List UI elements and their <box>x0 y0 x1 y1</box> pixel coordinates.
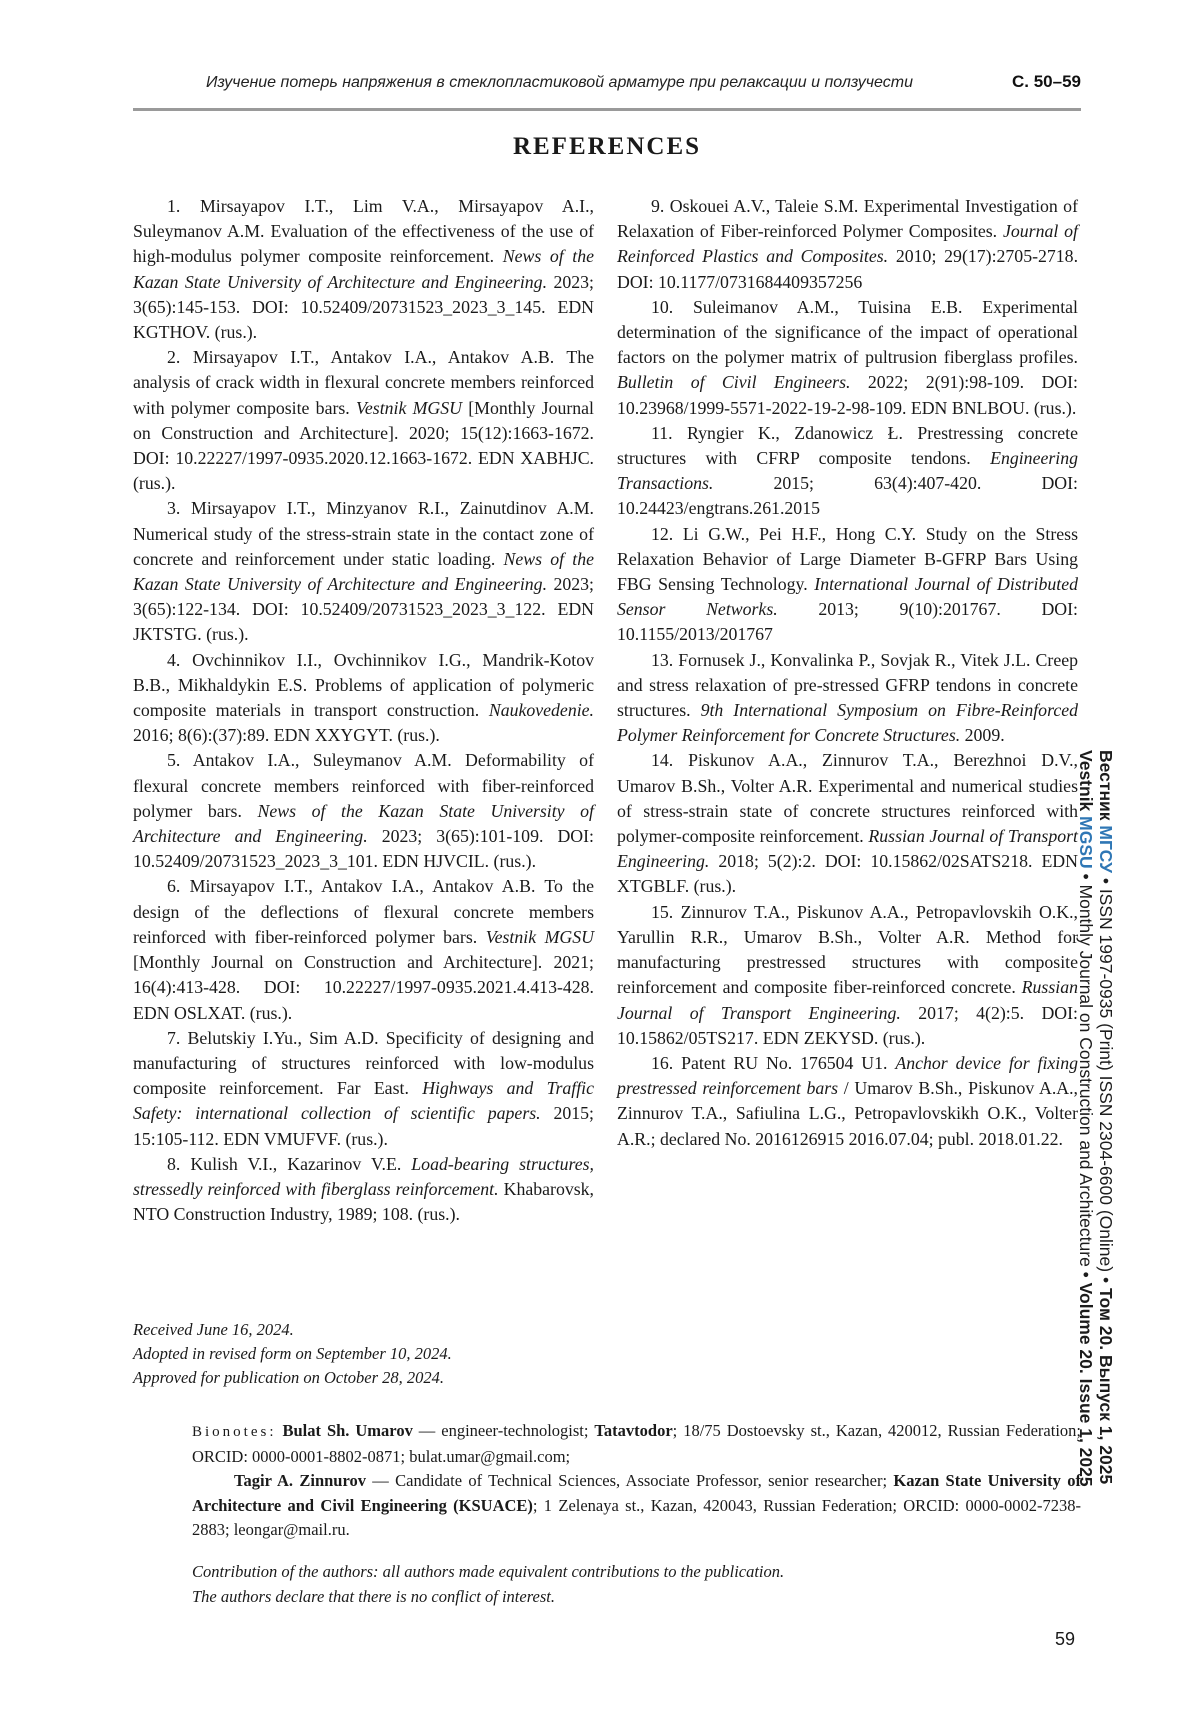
reference-text: 4. Ovchinnikov I.I., Ovchinnikov I.G., Mandrik-Kotov B.B., Mikhaldykin E.S. Problems of application of polymeric composite materials in transport construction. <box>133 649 594 721</box>
reference-item <box>133 648 594 749</box>
received-date: Received June 16, 2024. <box>133 1320 294 1339</box>
sidebar-en-line <box>1076 750 1096 1487</box>
reference-item <box>133 1152 594 1228</box>
reference-details: 2015; 63(4):407-420. DOI: 10.24423/engtrans.261.2015 <box>617 473 1078 519</box>
author-statements <box>192 1559 784 1609</box>
reference-source: Anchor device for fixing prestressed reinforcement bars <box>617 1052 1078 1099</box>
reference-item <box>133 748 594 874</box>
reference-text: 6. Mirsayapov I.T., Antakov I.A., Antakov A.B. To the design of the deflections of flexural concrete members reinforced with fiber-reinforced polymer bars. <box>133 876 594 947</box>
reference-source: Naukovedenie. <box>488 700 594 721</box>
section-title: REFERENCES <box>512 133 702 160</box>
reference-text: 14. Piskunov A.A., Zinnurov T.A., Berezhnoi D.V., Umarov B.Sh., Volter A.R. Experimental and numerical studies of stress-strain state of concrete structures reinforced with polymer-composite reinforcement. <box>617 750 1078 847</box>
references-left-column <box>133 194 594 1227</box>
reference-details: 2023; 3(65):145-153. DOI: 10.52409/20731523_2023_3_145. EDN KGTHOV. (rus.). <box>133 271 594 343</box>
sidebar-ru-prefix: Вестник <box>1096 750 1116 826</box>
reference-text: 7. Belutskiy I.Yu., Sim A.D. Specificity of designing and manufacturing of structures reinforced with low-modulus composite reinforcement. Far East. <box>133 1027 594 1099</box>
sidebar-en-accent: MGSU <box>1076 816 1096 869</box>
reference-source: Bulletin of Civil Engineers. <box>617 372 851 393</box>
conflict-statement: The authors declare that there is no conflict of interest. <box>192 1587 555 1606</box>
bionotes-label: Bionotes: <box>192 1424 277 1440</box>
reference-source: Engineering Transactions. <box>617 448 1078 494</box>
reference-details: 2009. <box>960 725 1005 746</box>
bionote-author-2 <box>192 1469 1081 1543</box>
reference-text: 3. Mirsayapov I.T., Minzyanov R.I., Zainutdinov A.M. Numerical study of the stress-strain state in the contact zone of concrete and reinforcement under static loading. <box>133 498 594 569</box>
reference-item <box>133 496 594 647</box>
reference-source: International Journal of Distributed Sensor Networks. <box>617 574 1078 620</box>
page-range: С. 50–59 <box>1012 72 1081 91</box>
author-1-org: Tatavtodor <box>594 1421 673 1440</box>
reference-source: Load-bearing structures, stressedly reinforced with fiberglass reinforcement. <box>133 1153 595 1199</box>
reference-source: Vestnik MGSU <box>356 397 462 418</box>
reference-text: 5. Antakov I.A., Suleymanov A.M. Deformability of flexural concrete members reinforced with fiber-reinforced polymer bars. <box>133 750 594 821</box>
reference-text: 2. Mirsayapov I.T., Antakov I.A., Antakov A.B. The analysis of crack width in flexural concrete members reinforced with polymer composite bars. <box>133 347 594 418</box>
reference-details: 2018; 5(2):2. DOI: 10.15862/02SATS218. EDN XTGBLF. (rus.). <box>617 851 1078 897</box>
reference-item <box>133 1026 594 1152</box>
author-2-details: ; 1 Zelenaya st., Kazan, 420043, Russian Federation; ORCID: 0000-0002-7238-2883; leongar@mail.ru. <box>192 1495 1081 1539</box>
bionote-author-1 <box>192 1419 1081 1469</box>
reference-text: 12. Li G.W., Pei H.F., Hong C.Y. Study on the Stress Relaxation Behavior of Large Diameter B-GFRP Bars Using FBG Sensing Technology. <box>617 523 1078 595</box>
references-right-column <box>617 194 1078 1152</box>
reference-item <box>617 748 1078 899</box>
reference-source: News of the Kazan State University of Architecture and Engineering. <box>133 246 594 292</box>
reference-source: 9th International Symposium on Fibre-Reinforced Polymer Reinforcement for Concrete Structures. <box>617 700 1078 746</box>
reference-text: 9. Oskouei A.V., Taleie S.M. Experimental Investigation of Relaxation of Fiber-reinforced Polymer Composites. <box>617 196 1078 242</box>
reference-details: 2010; 29(17):2705-2718. DOI: 10.1177/0731684409357256 <box>617 246 1079 292</box>
reference-details: 2013; 9(10):201767. DOI: 10.1155/2013/201767 <box>617 599 1078 645</box>
reference-item <box>133 194 594 345</box>
reference-source: News of the Kazan State University of Architecture and Engineering. <box>133 548 594 595</box>
reference-details: [Monthly Journal on Construction and Architecture]. 2020; 15(12):1663-1672. DOI: 10.22227/1997-0935.2020.12.1663-1672. EDN XABHJC. (rus.). <box>133 397 594 494</box>
header-divider <box>133 108 1081 111</box>
page-number: 59 <box>1055 1629 1076 1649</box>
reference-item <box>133 345 594 496</box>
sidebar-ru-issn: • ISSN 1997-0935 (Print) ISSN 2304-6600 (Online) • <box>1096 872 1116 1288</box>
bionotes <box>192 1419 1081 1543</box>
running-title: Изучение потерь напряжения в стеклопластиковой арматуре при релаксации и ползучести <box>205 74 913 91</box>
reference-details: 2022; 2(91):98-109. DOI: 10.23968/1999-5571-2022-19-2-98-109. EDN BNLBOU. (rus.). <box>617 372 1078 418</box>
sidebar-en-prefix: Vestnik <box>1076 750 1096 817</box>
sidebar-ru-accent: МГСУ <box>1096 825 1116 873</box>
journal-sidebar <box>1076 750 1116 1487</box>
reference-details: 2016; 8(6):(37):89. EDN XXYGYT. (rus.). <box>133 725 440 746</box>
reference-details: 2017; 4(2):5. DOI: 10.15862/05TS217. EDN ZEKYSD. (rus.). <box>617 1002 1078 1048</box>
reference-source: Vestnik MGSU <box>485 926 594 947</box>
reference-details: 2015; 15:105-112. EDN VMUFVF. (rus.). <box>133 1103 594 1149</box>
reference-details: 2023; 3(65):122-134. DOI: 10.52409/20731523_2023_3_122. EDN JKTSTG. (rus.). <box>133 574 594 645</box>
reference-text: 11. Ryngier K., Zdanowicz Ł. Prestressing concrete structures with CFRP composite tendons. <box>617 422 1078 469</box>
reference-source: Highways and Traffic Safety: international collection of scientific papers. <box>133 1078 594 1124</box>
reference-text: 15. Zinnurov T.A., Piskunov A.A., Petropavlovskih O.K., Yarullin R.R., Umarov B.Sh., Volter A.R. Method for manufacturing prestressed structures with composite reinforcement and composite fiber-reinforced concrete. <box>617 901 1078 998</box>
author-2-org: Kazan State University of Architecture and Civil Engineering (KSUACE) <box>192 1471 1081 1515</box>
reference-text: 8. Kulish V.I., Kazarinov V.E. <box>167 1153 412 1174</box>
author-1-details: ; 18/75 Dostoevsky st., Kazan, 420012, Russian Federation; ORCID: 0000-0001-8802-0871; bulat.umar@gmail.com; <box>192 1421 1081 1466</box>
reference-details: Khabarovsk, NTO Construction Industry, 1989; 108. (rus.). <box>133 1178 594 1225</box>
reference-item <box>617 522 1078 648</box>
reference-text: 10. Suleimanov A.M., Tuisina E.B. Experimental determination of the significance of the impact of operational factors on the polymer matrix of pultrusion fiberglass profiles. <box>617 296 1078 368</box>
sidebar-ru-issue: Том 20. Выпуск 1, 2025 <box>1096 1287 1116 1485</box>
reference-item <box>617 194 1078 295</box>
adopted-date: Adopted in revised form on September 10, 2024. <box>133 1344 452 1363</box>
approved-date: Approved for publication on October 28, 2024. <box>133 1368 445 1387</box>
publication-dates <box>133 1318 452 1390</box>
reference-source: Russian Journal of Transport Engineering. <box>617 826 1078 872</box>
reference-text: 16. Patent RU No. 176504 U1. <box>651 1052 896 1073</box>
reference-item <box>133 874 594 1025</box>
reference-item <box>617 295 1078 421</box>
reference-item <box>617 900 1078 1051</box>
sidebar-ru-line <box>1096 750 1116 1485</box>
sidebar-en-subtitle: • Monthly Journal on Construction and Architecture • <box>1076 868 1096 1283</box>
running-header <box>133 72 1081 96</box>
author-1-role: — engineer-technologist; <box>412 1421 595 1440</box>
reference-details: 2023; 3(65):101-109. DOI: 10.52409/20731523_2023_3_101. EDN HJVCIL. (rus.). <box>133 826 594 872</box>
reference-details: / Umarov B.Sh., Piskunov A.A., Zinnurov T.A., Safiulina L.G., Petropavlovskikh O.K., Volter A.R.; declared No. 2016126915 2016.07.04; publ. 2018.01.22. <box>617 1078 1078 1149</box>
reference-text: 13. Fornusek J., Konvalinka P., Sovjak R., Vitek J.L. Creep and stress relaxation of pre-stressed GFRP tendons in concrete structures. <box>617 649 1078 721</box>
reference-item <box>617 648 1078 749</box>
sidebar-en-issue: Volume 20. Issue 1, 2025 <box>1076 1282 1096 1487</box>
reference-item <box>617 421 1078 522</box>
reference-source: Journal of Reinforced Plastics and Composites. <box>617 221 1078 267</box>
reference-source: Russian Journal of Transport Engineering. <box>617 977 1078 1023</box>
author-2-role: — Candidate of Technical Sciences, Associate Professor, senior researcher; <box>366 1471 894 1490</box>
reference-details: [Monthly Journal on Construction and Architecture]. 2021; 16(4):413-428. DOI: 10.22227/1997-0935.2021.4.413-428. EDN OSLXAT. (rus.). <box>133 952 594 1023</box>
author-1-name: Bulat Sh. Umarov <box>282 1421 413 1440</box>
reference-text: 1. Mirsayapov I.T., Lim V.A., Mirsayapov A.I., Suleymanov A.M. Evaluation of the effectiveness of the use of high-modulus polymer composite reinforcement. <box>133 196 594 267</box>
reference-source: News of the Kazan State University of Architecture and Engineering. <box>133 800 594 847</box>
contribution-statement: Contribution of the authors: all authors made equivalent contributions to the publication. <box>192 1562 785 1581</box>
author-2-name: Tagir A. Zinnurov <box>234 1471 366 1490</box>
reference-item <box>617 1051 1078 1152</box>
